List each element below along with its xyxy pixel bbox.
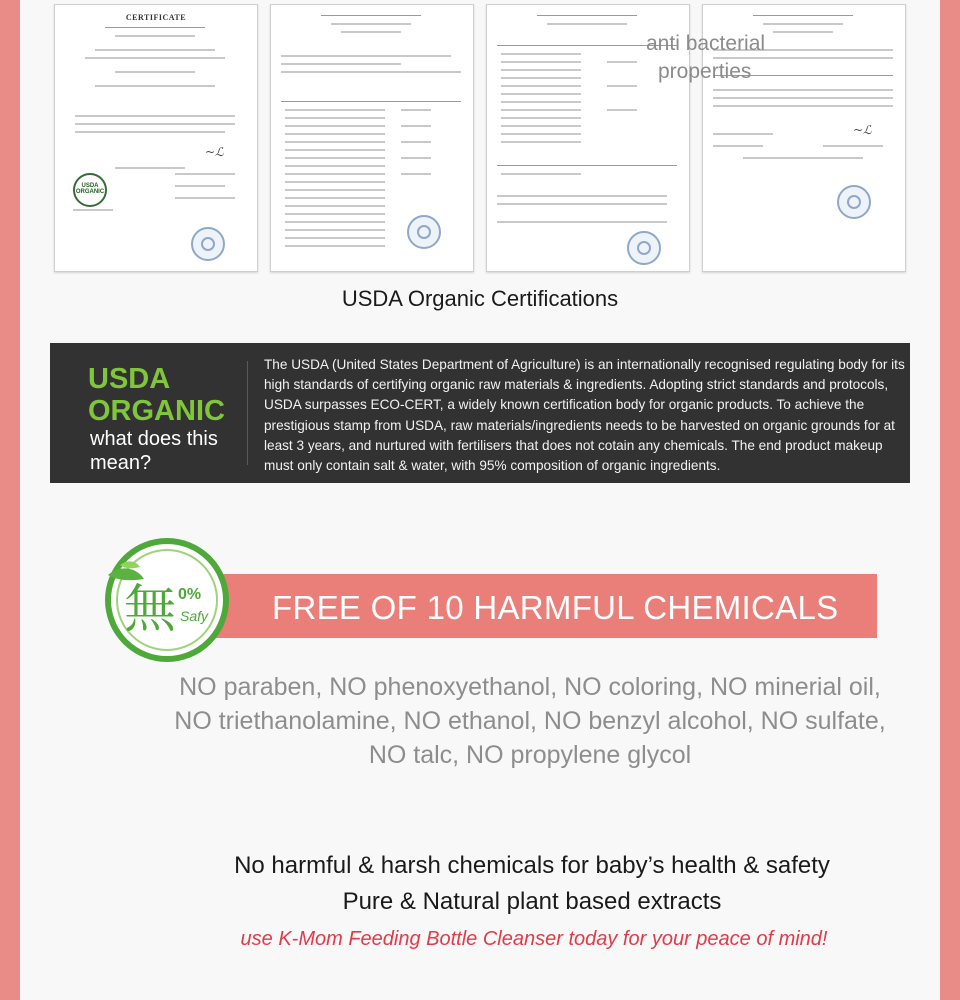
certification-seal [837,185,871,219]
tagline-health-safety: No harmful & harsh chemicals for baby’s health & safety [234,852,830,879]
certificate-image-1 [54,4,258,272]
certificate-gallery [54,4,914,272]
banner-headline: FREE OF 10 HARMFUL CHEMICALS [272,589,839,626]
zero-percent-safe-badge-icon [102,535,232,665]
badge-character: 無 [124,580,177,640]
organic-title: ORGANIC [88,395,225,427]
free-of-chemicals-banner [200,574,877,638]
annotation-line-1: anti bacterial [646,32,766,55]
usda-question: what does this mean? [90,428,218,474]
signature: ~ℒ [853,123,872,137]
usda-organic-logo: USDA ORGANIC [73,173,107,207]
usda-description: The USDA (United States Department of Agriculture) is an internationally recognised regulating body for its high standards of certifying organic raw materials & ingredients. Adopting strict standards and protocols, USDA surpasses ECO-CERT, a widely known certification body for organic products. To achieve the prestigious stamp from USDA, raw materials/ingredients needs to be harvested on organic grounds for at least 3 years, and nurtured with fertilisers that does not cotain any chemicals. The end product makeup must only contain salt & water, with 95% composition of organic ingredients. [264,357,905,474]
badge-percent: 0% [178,586,202,603]
usda-title: USDA [88,363,171,395]
content-panel [20,0,940,1000]
chemical-free-list: NO paraben, NO phenoxyethanol, NO coloring, NO minerial oil, NO triethanolamine, NO ethanol, NO benzyl alcohol, NO sulfate, NO talc, NO propylene glycol [174,673,886,769]
tagline-natural-extracts: Pure & Natural plant based extracts [342,888,722,915]
certification-seal [191,227,225,261]
signature: ~ℒ [205,145,224,159]
annotation-line-2: properties [658,60,752,83]
usda-info-box [50,343,910,483]
certifications-caption: USDA Organic Certifications [341,286,619,311]
certificate-heading: CERTIFICATE [125,13,187,22]
certification-seal [627,231,661,265]
badge-word: Safy [180,608,209,624]
certification-seal [407,215,441,249]
anti-bacterial-annotation [646,30,806,86]
divider [247,361,248,465]
certificate-image-2 [270,4,474,272]
call-to-action: use K-Mom Feeding Bottle Cleanser today for your peace of mind! [240,928,828,950]
